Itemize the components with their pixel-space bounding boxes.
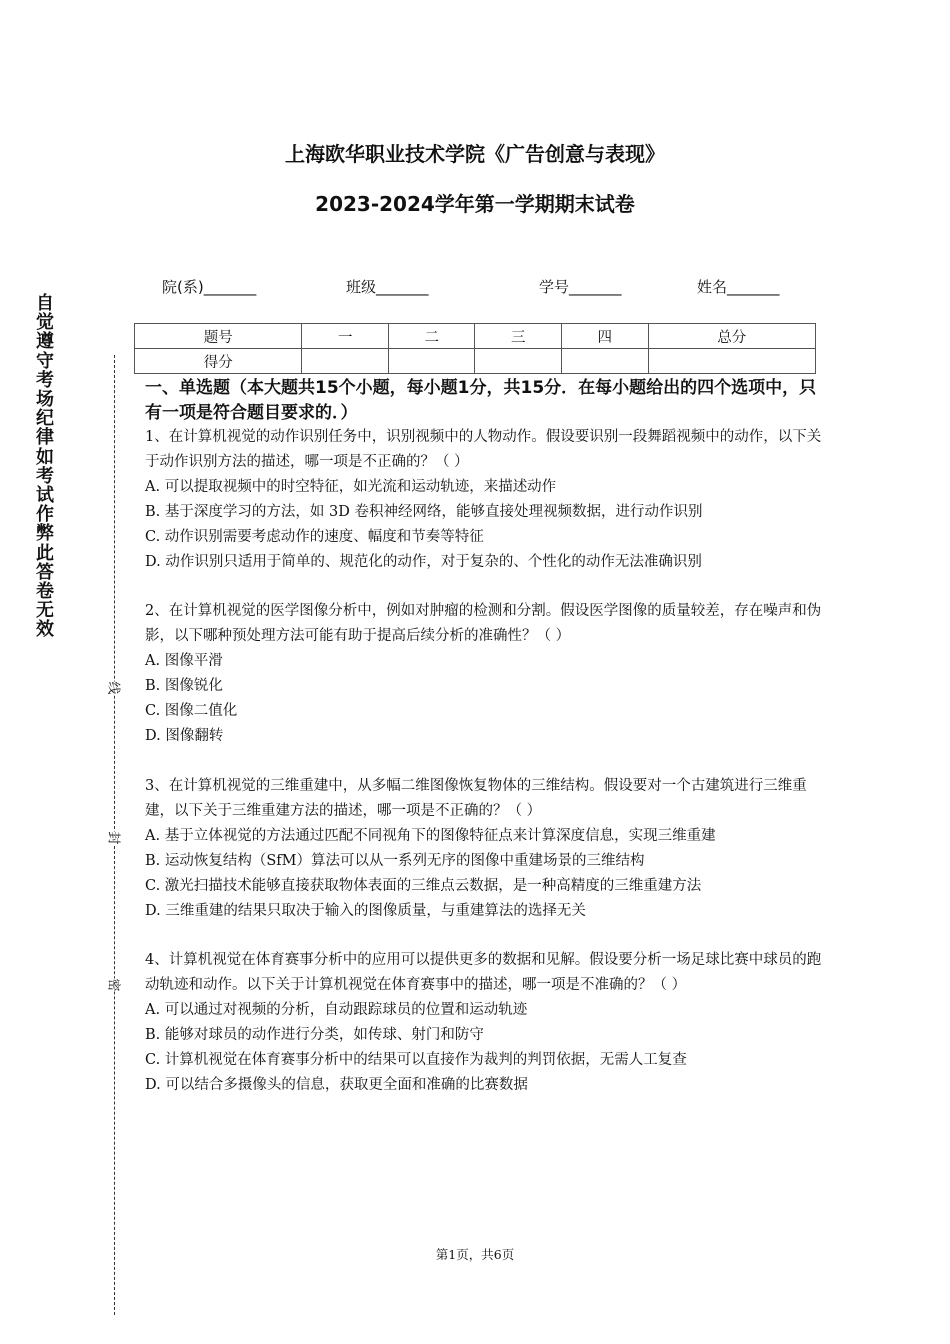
table-cell: 得分 <box>135 349 302 374</box>
option: D. 可以结合多摄像头的信息，获取更全面和准确的比赛数据 <box>145 1077 528 1093</box>
question-3 <box>145 774 825 924</box>
score-cell <box>388 349 475 374</box>
table-cell: 二 <box>388 324 475 349</box>
question-stem: 1、在计算机视觉的动作识别任务中，识别视频中的人物动作。假设要识别一段舞蹈视频中的动作，以下关于动作识别方法的描述，哪一项是不正确的？（ ） <box>145 429 822 470</box>
question-stem: 2、在计算机视觉的医学图像分析中，例如对肿瘤的检测和分割。假设医学图像的质量较差，存在噪声和伪影，以下哪种预处理方法可能有助于提高后续分析的准确性？（ ） <box>145 603 822 644</box>
score-cell <box>648 349 815 374</box>
option: C. 图像二值化 <box>145 703 238 719</box>
seal-label: 封 <box>105 831 121 845</box>
table-cell: 四 <box>562 324 649 349</box>
option: B. 图像锐化 <box>145 678 223 694</box>
question-4 <box>145 948 825 1098</box>
section-heading: 一、单选题（本大题共15个小题，每小题1分，共15分．在每小题给出的四个选项中，只有一项是符合题目要求的．） <box>145 378 817 423</box>
table-cell: 总分 <box>648 324 815 349</box>
class-field: 班级_______ <box>346 278 429 296</box>
option: D. 三维重建的结果只取决于输入的图像质量，与重建算法的选择无关 <box>145 903 586 919</box>
table-row <box>135 349 816 374</box>
option: C. 动作识别需要考虑动作的速度、幅度和节奏等特征 <box>145 529 484 545</box>
page-number: 第1页，共6页 <box>435 1247 515 1262</box>
option: A. 图像平滑 <box>145 653 223 669</box>
option: B. 运动恢复结构（SfM）算法可以从一系列无序的图像中重建场景的三维结构 <box>145 853 645 869</box>
option: B. 基于深度学习的方法，如 3D 卷积神经网络，能够直接处理视频数据，进行动作识别 <box>145 504 703 520</box>
question-stem: 3、在计算机视觉的三维重建中，从多幅二维图像恢复物体的三维结构。假设要对一个古建筑进行三维重建，以下关于三维重建方法的描述，哪一项是不正确的？（ ） <box>145 778 807 819</box>
table-header-row <box>135 324 816 349</box>
option: C. 激光扫描技术能够直接获取物体表面的三维点云数据，是一种高精度的三维重建方法 <box>145 878 702 894</box>
question-stem: 4、计算机视觉在体育赛事分析中的应用可以提供更多的数据和见解。假设要分析一场足球比赛中球员的跑动轨迹和动作。以下关于计算机视觉在体育赛事中的描述，哪一项是不准确的？（ ） <box>145 952 822 993</box>
option: D. 图像翻转 <box>145 728 224 744</box>
table-cell: 一 <box>302 324 389 349</box>
score-table <box>134 323 816 374</box>
side-notice: 自觉遵守考场纪律如考试作弊此答卷无效 <box>36 293 54 641</box>
option: A. 可以提取视频中的时空特征，如光流和运动轨迹，来描述动作 <box>145 479 557 495</box>
dept-field: 院(系)_______ <box>162 278 257 296</box>
option: A. 可以通过对视频的分析，自动跟踪球员的位置和运动轨迹 <box>145 1002 528 1018</box>
student-id-field: 学号_______ <box>539 278 622 296</box>
option: C. 计算机视觉在体育赛事分析中的结果可以直接作为裁判的判罚依据，无需人工复查 <box>145 1052 687 1068</box>
seal-label: 密 <box>105 978 121 992</box>
option: D. 动作识别只适用于简单的、规范化的动作，对于复杂的、个性化的动作无法准确识别 <box>145 554 702 570</box>
table-cell: 题号 <box>135 324 302 349</box>
question-1 <box>145 425 825 575</box>
score-cell <box>562 349 649 374</box>
score-cell <box>302 349 389 374</box>
exam-subtitle: 2023-2024学年第一学期期末试卷 <box>315 192 635 216</box>
exam-title: 上海欧华职业技术学院《广告创意与表现》 <box>285 142 665 166</box>
name-field: 姓名_______ <box>697 278 780 296</box>
option: B. 能够对球员的动作进行分类，如传球、射门和防守 <box>145 1027 484 1043</box>
option: A. 基于立体视觉的方法通过匹配不同视角下的图像特征点来计算深度信息，实现三维重建 <box>145 828 716 844</box>
seal-label: 线 <box>105 681 121 695</box>
score-cell <box>475 349 562 374</box>
table-cell: 三 <box>475 324 562 349</box>
question-2 <box>145 599 825 749</box>
